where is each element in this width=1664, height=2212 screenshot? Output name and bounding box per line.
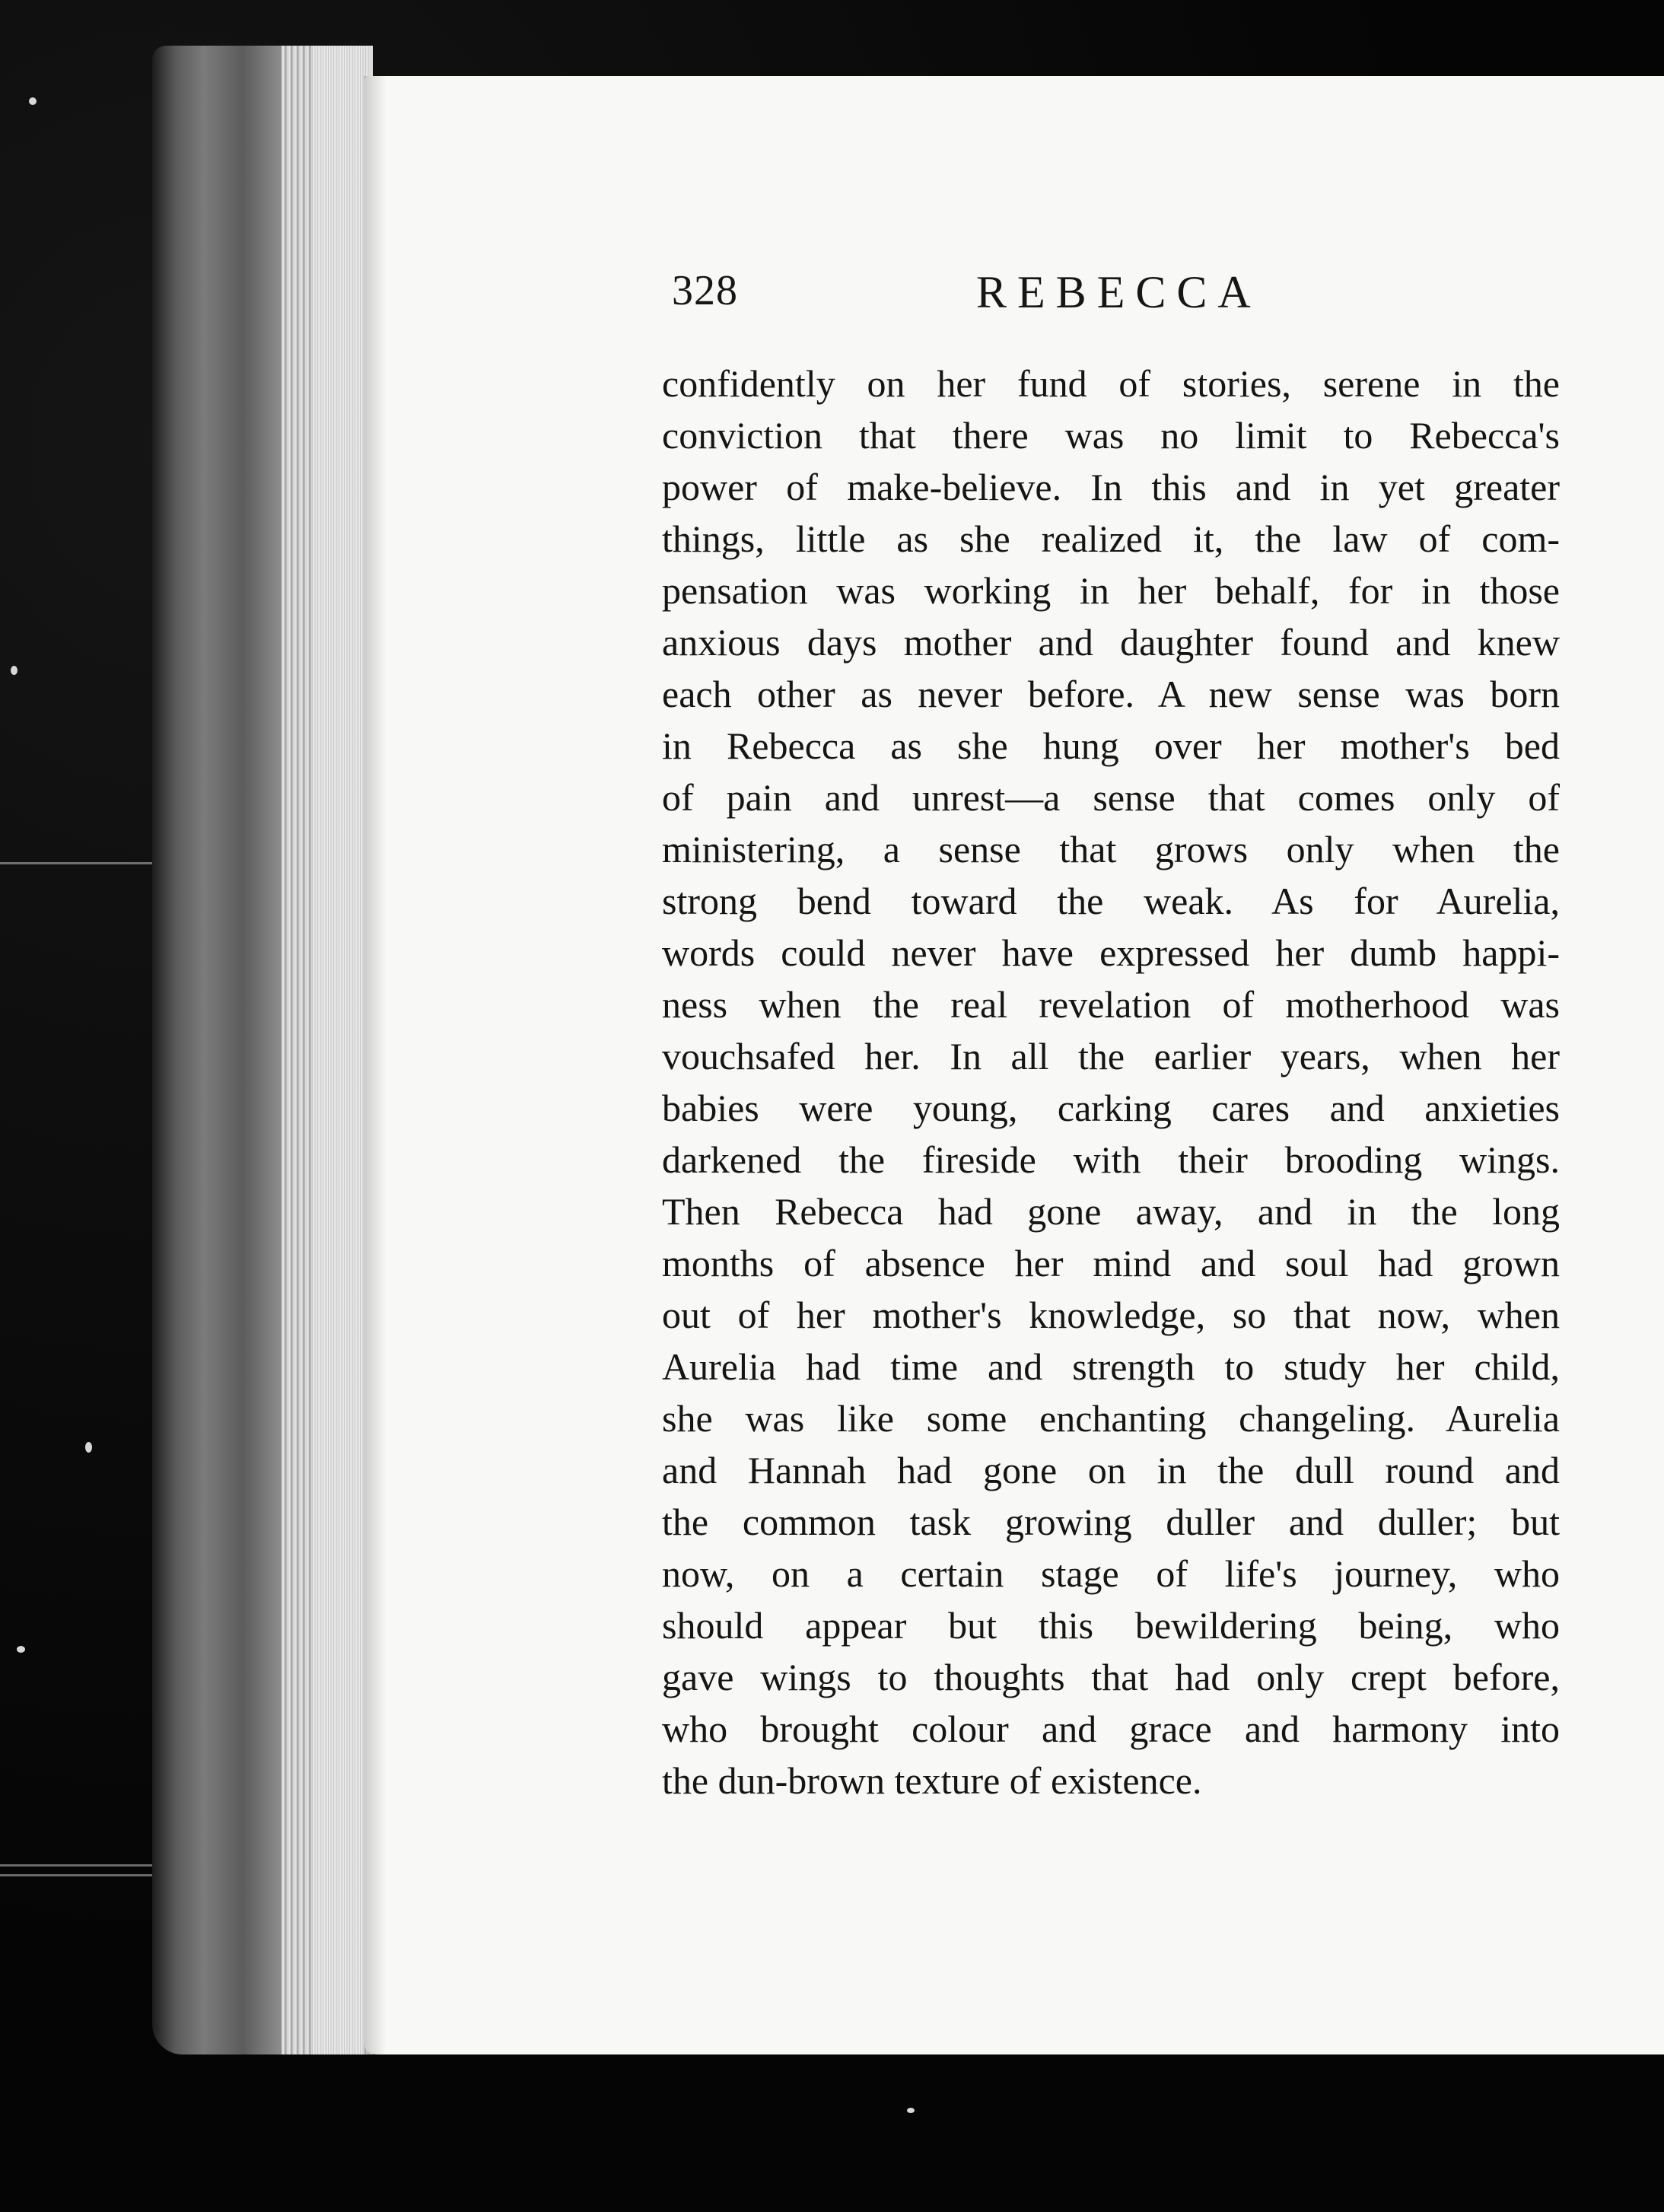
book-cover-edge	[152, 46, 282, 2054]
gutter-shadow	[364, 76, 387, 2054]
text-line: words could never have expressed her dumb happi-	[662, 931, 1560, 974]
text-line: darkened the fireside with their brooding wings.	[662, 1138, 1560, 1181]
text-line: of pain and unrest—a sense that comes only of	[662, 776, 1560, 819]
text-line: now, on a certain stage of life's journey, who	[662, 1552, 1560, 1595]
page-header	[672, 266, 1661, 335]
text-line: ness when the real revelation of motherhood was	[662, 983, 1560, 1026]
text-line: should appear but this bewildering being, who	[662, 1604, 1560, 1647]
text-line: each other as never before. A new sense was born	[662, 673, 1560, 715]
text-line: she was like some enchanting changeling. Aurelia	[662, 1397, 1560, 1440]
page-edge-strip	[282, 46, 312, 2054]
text-line: pensation was working in her behalf, for in those	[662, 569, 1560, 612]
page-content	[364, 76, 1664, 2054]
text-line-last: the dun-brown texture of existence.	[662, 1759, 1202, 1802]
book-page-edges	[152, 46, 380, 2054]
text-line: confidently on her fund of stories, serene in the	[662, 362, 1560, 405]
text-line: months of absence her mind and soul had grown	[662, 1242, 1560, 1284]
book-page	[364, 76, 1664, 2054]
text-line: anxious days mother and daughter found and knew	[662, 621, 1560, 664]
text-line: ministering, a sense that grows only when the	[662, 828, 1560, 870]
text-line: strong bend toward the weak. As for Aurelia,	[662, 880, 1560, 922]
text-line: the common task growing duller and duller; but	[662, 1501, 1560, 1543]
page-number: 328	[672, 267, 738, 314]
text-line: and Hannah had gone on in the dull round and	[662, 1449, 1560, 1491]
text-line: babies were young, carking cares and anxieties	[662, 1087, 1560, 1129]
text-line: who brought colour and grace and harmony into	[662, 1708, 1560, 1750]
text-line: out of her mother's knowledge, so that now, when	[662, 1294, 1560, 1336]
text-line: vouchsafed her. In all the earlier years, when her	[662, 1035, 1560, 1077]
text-line: Then Rebecca had gone away, and in the long	[662, 1190, 1560, 1233]
text-line: gave wings to thoughts that had only crept before,	[662, 1656, 1560, 1698]
text-line: in Rebecca as she hung over her mother's bed	[662, 724, 1560, 767]
text-line: Aurelia had time and strength to study her child,	[662, 1345, 1560, 1388]
text-line: power of make-believe. In this and in yet greater	[662, 466, 1560, 508]
text-line: things, little as she realized it, the law of com-	[662, 517, 1560, 560]
text-line: conviction that there was no limit to Rebecca's	[662, 414, 1560, 457]
running-title: REBECCA	[976, 267, 1262, 317]
body-text	[662, 358, 1560, 1806]
